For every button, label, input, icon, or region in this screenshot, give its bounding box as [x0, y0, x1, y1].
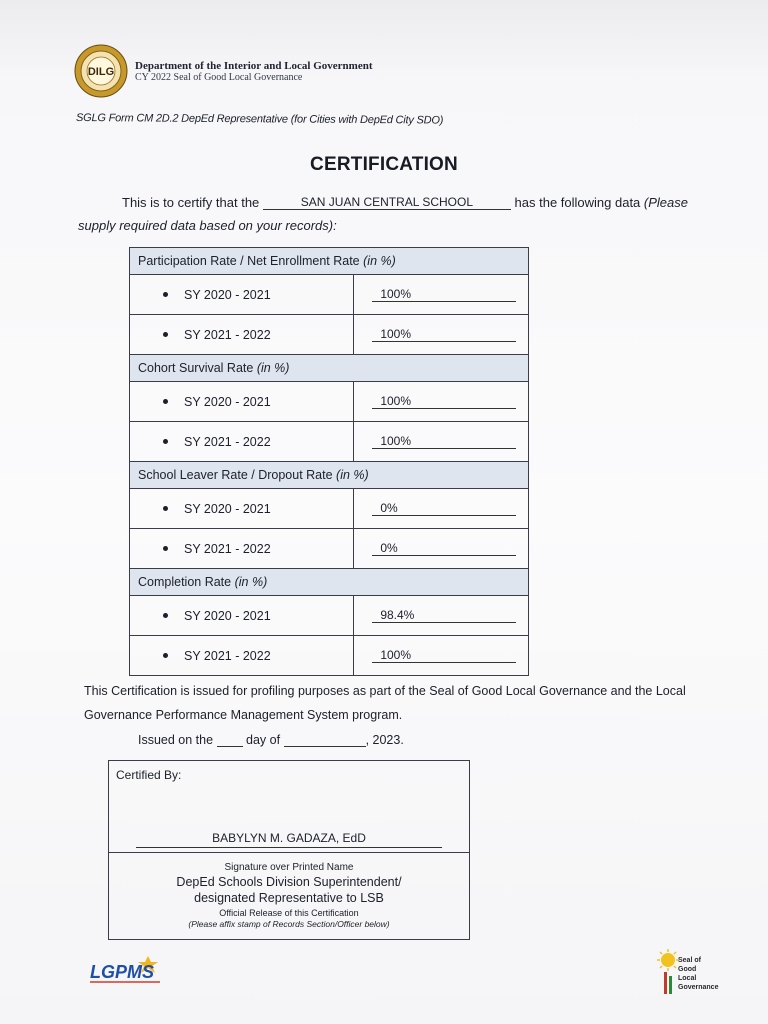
intro-line-2: supply required data based on your records): — [78, 218, 337, 233]
signatory-name: BABYLYN M. GADAZA, EdD — [136, 831, 442, 848]
school-name-field — [263, 194, 511, 210]
issued-date-line — [138, 733, 404, 747]
table-row — [130, 489, 529, 529]
bullet-icon — [163, 332, 168, 337]
section-header-dropout — [130, 462, 529, 489]
bullet-icon — [163, 506, 168, 511]
section-title: School Leaver Rate / Dropout Rate — [138, 468, 333, 482]
issued-mid: day of — [246, 733, 281, 747]
row-label: SY 2020 - 2021 — [184, 501, 271, 516]
row-label: SY 2020 - 2021 — [184, 394, 271, 409]
purpose-note-line-1: This Certification is issued for profiling purposes as part of the Seal of Good Local Governance and the Local — [84, 684, 686, 698]
school-name: SAN JUAN CENTRAL SCHOOL — [300, 195, 474, 209]
signature-caption: Signature over Printed Name — [224, 862, 354, 873]
section-title: Cohort Survival Rate — [138, 361, 254, 375]
lgpms-logo — [88, 952, 168, 988]
row-value: 100% — [372, 434, 516, 449]
certified-by-label: Certified By: — [116, 768, 182, 782]
bullet-icon — [163, 613, 168, 618]
section-title: Completion Rate — [138, 575, 232, 589]
row-label: SY 2021 - 2022 — [184, 541, 271, 556]
bullet-icon — [163, 653, 168, 658]
row-value: 100% — [372, 287, 516, 302]
table-row — [130, 596, 529, 636]
row-label: SY 2020 - 2021 — [184, 287, 271, 302]
table-row — [130, 315, 529, 355]
purpose-note-line-2: Governance Performance Management System program. — [84, 708, 403, 722]
box-divider — [108, 852, 470, 853]
section-header-cohort — [130, 355, 529, 382]
row-value: 100% — [372, 394, 516, 409]
sglg-seal-logo — [654, 948, 734, 1000]
sglg-logo-text-3: Local — [678, 975, 697, 982]
row-label: SY 2021 - 2022 — [184, 434, 271, 449]
signatory-role-line-2: designated Representative to LSB — [194, 891, 384, 905]
issued-month-field — [284, 746, 366, 747]
sglg-logo-text-4: Governance — [678, 984, 719, 991]
row-label: SY 2020 - 2021 — [184, 608, 271, 623]
intro-line-1 — [122, 194, 712, 210]
row-value: 98.4% — [372, 608, 516, 623]
table-row — [130, 275, 529, 315]
table-row — [130, 529, 529, 569]
table-row — [130, 636, 529, 676]
section-header-participation — [130, 248, 529, 275]
intro-lead: This is to certify that the — [122, 195, 260, 210]
lgpms-logo-text: LGPMS — [90, 962, 155, 982]
dilg-seal-text: DILG — [87, 66, 115, 78]
row-value: 0% — [372, 501, 516, 516]
dilg-seal-logo — [74, 44, 128, 98]
official-release-label: Official Release of this Certification — [219, 908, 359, 918]
bullet-icon — [163, 399, 168, 404]
section-unit: (in %) — [336, 468, 369, 482]
section-unit: (in %) — [256, 361, 290, 375]
sglg-logo-text-2: Good — [678, 966, 697, 973]
row-value: 100% — [372, 648, 516, 663]
issued-day-field — [217, 746, 243, 747]
bullet-icon — [163, 439, 168, 444]
bullet-icon — [163, 292, 168, 297]
row-value: 100% — [372, 327, 516, 342]
row-value: 0% — [372, 541, 516, 556]
section-unit: (in %) — [363, 254, 396, 268]
section-title: Participation Rate / Net Enrollment Rate — [138, 254, 360, 268]
data-table — [129, 247, 529, 676]
program-line: CY 2022 Seal of Good Local Governance — [135, 72, 303, 83]
table-row — [130, 382, 529, 422]
row-label: SY 2021 - 2022 — [184, 648, 271, 663]
form-code: SGLG Form CM 2D.2 DepEd Representative (for Cities with DepEd City SDO) — [75, 112, 444, 127]
page-title: CERTIFICATION — [310, 154, 458, 175]
intro-tail-italic: (Please — [643, 195, 688, 210]
section-unit: (in %) — [234, 575, 268, 589]
agency-name: Department of the Interior and Local Government — [135, 60, 373, 72]
sglg-logo-text-1: Seal of — [678, 957, 701, 964]
affix-stamp-note: (Please affix stamp of Records Section/Officer below) — [188, 919, 390, 929]
row-label: SY 2021 - 2022 — [184, 327, 271, 342]
issued-tail: , 2023. — [365, 733, 404, 747]
bullet-icon — [163, 546, 168, 551]
intro-tail: has the following data — [514, 195, 641, 210]
issued-lead: Issued on the — [138, 733, 214, 747]
signatory-role-line-1: DepEd Schools Division Superintendent/ — [176, 875, 402, 889]
section-header-completion — [130, 569, 529, 596]
table-row — [130, 422, 529, 462]
